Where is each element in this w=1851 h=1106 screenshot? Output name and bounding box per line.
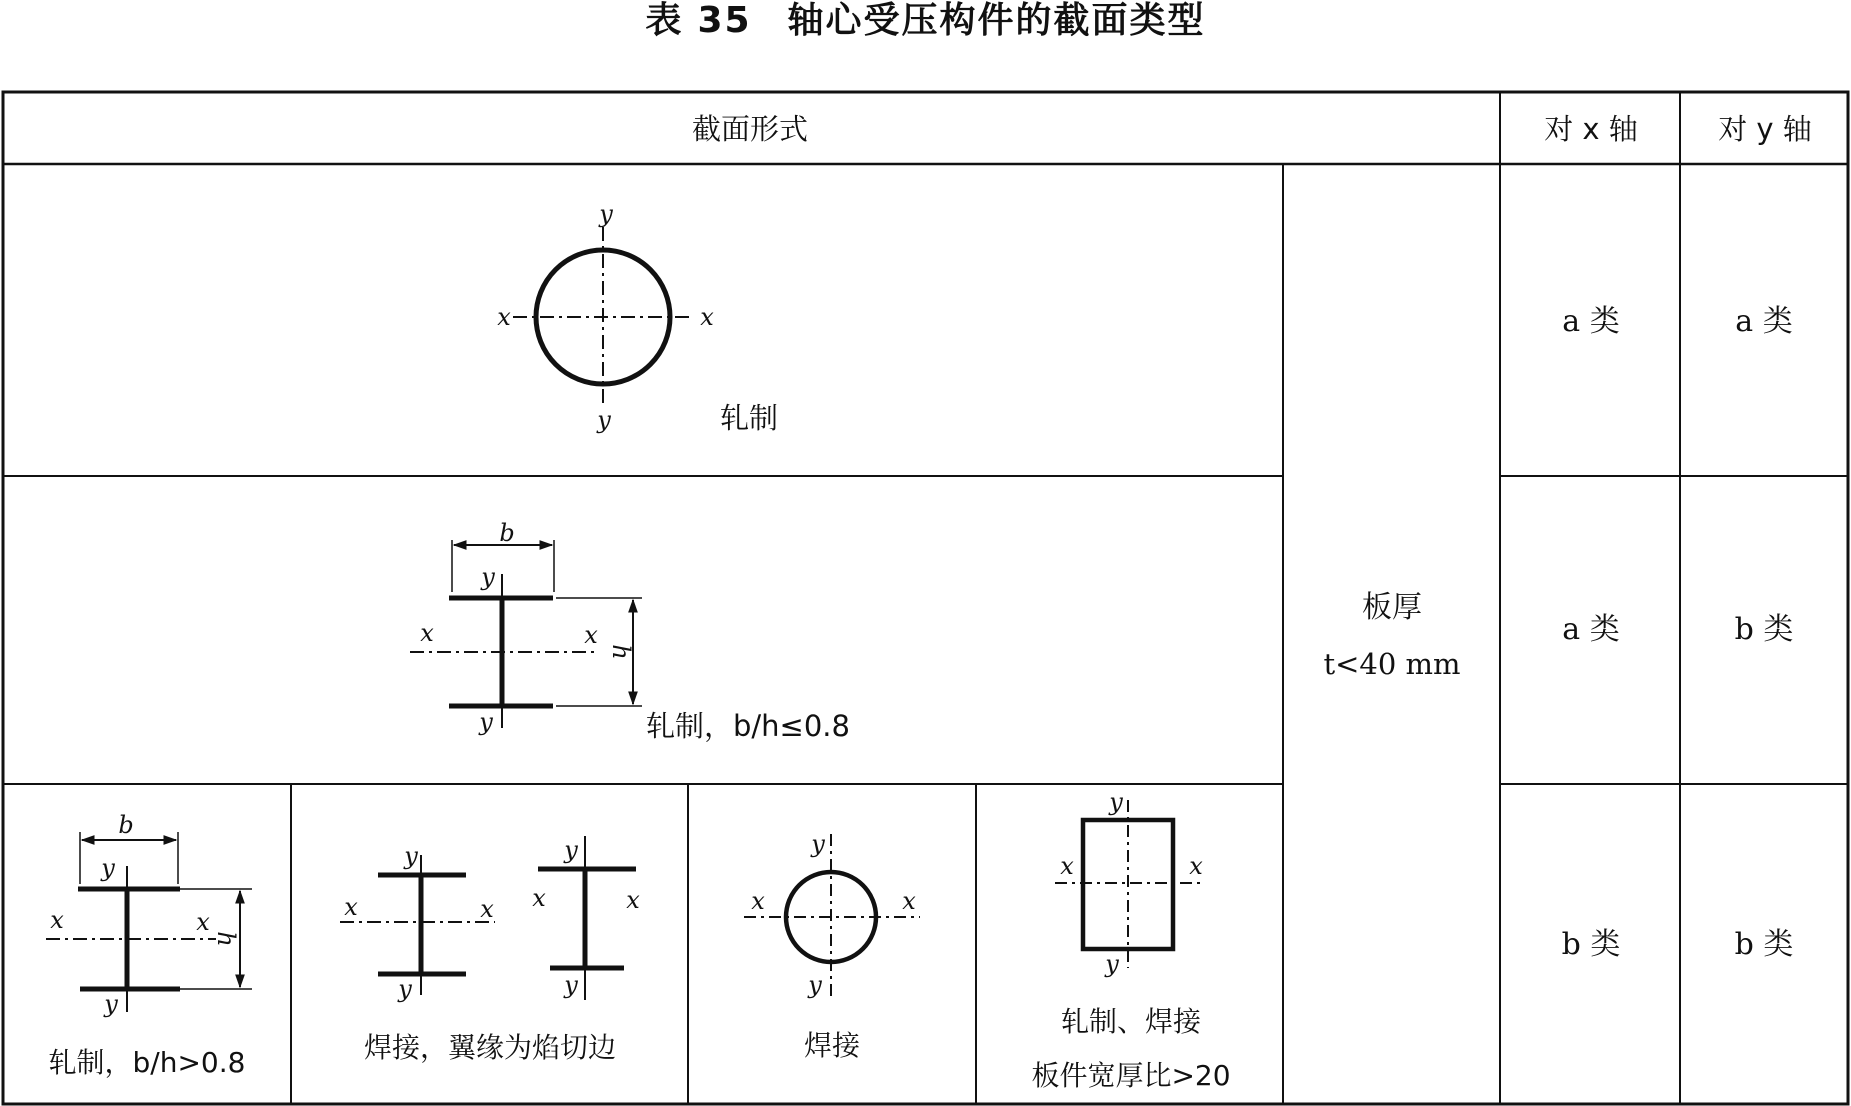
i-section-welded-flame-cut <box>340 836 640 1003</box>
row2-x-class: a 类 <box>1562 612 1620 647</box>
row2-caption: 轧制，b/h≤0.8 <box>646 709 850 743</box>
axis-label-y-bottom: y <box>398 975 412 1003</box>
axis-label-x-left: x <box>1060 852 1074 880</box>
row3-y-class: b 类 <box>1734 927 1794 962</box>
axis-label-x-left: x <box>420 619 434 647</box>
axis-label-y-bottom: y <box>564 971 578 999</box>
axis-label-x-left: x <box>497 303 511 331</box>
axis-label-x-right: x <box>626 886 640 914</box>
row3-caption-4-line1: 轧制、焊接 <box>1060 1005 1202 1038</box>
box-section <box>1055 788 1203 978</box>
row3-caption-3: 焊接 <box>803 1029 861 1062</box>
axis-label-y-bottom: y <box>479 708 493 736</box>
axis-label-x-left: x <box>751 887 765 915</box>
header-y-axis: 对 y 轴 <box>1718 112 1812 146</box>
dim-label-h: h <box>212 931 240 947</box>
row3-caption-2: 焊接，翼缘为焰切边 <box>363 1031 617 1064</box>
axis-label-y-bottom: y <box>597 406 611 434</box>
axis-label-y-top: y <box>564 836 578 864</box>
dim-label-b: b <box>499 519 515 547</box>
plate-thickness-condition: t<40 mm <box>1323 647 1461 681</box>
dim-label-b: b <box>118 811 134 839</box>
axis-label-x-right: x <box>902 887 916 915</box>
header-x-axis: 对 x 轴 <box>1544 112 1638 146</box>
axis-label-x-right: x <box>584 621 598 649</box>
row3-x-class: b 类 <box>1561 927 1621 962</box>
row3-caption-1: 轧制，b/h>0.8 <box>48 1046 246 1079</box>
axis-label-x-right: x <box>196 908 210 936</box>
table-title-prefix: 表 <box>645 0 684 41</box>
row2-y-class: b 类 <box>1734 612 1794 647</box>
row3-caption-4-line2: 板件宽厚比>20 <box>1031 1059 1231 1092</box>
axis-label-y-top: y <box>1109 788 1123 816</box>
i-section-rolled-wide <box>46 811 252 1018</box>
plate-thickness-label: 板厚 <box>1362 590 1422 625</box>
axis-label-y-bottom: y <box>104 990 118 1018</box>
axis-label-x-left: x <box>532 884 546 912</box>
header-section-form: 截面形式 <box>691 112 809 146</box>
axis-label-x-right: x <box>1189 852 1203 880</box>
row1-x-class: a 类 <box>1562 304 1620 339</box>
table-number: 35 <box>697 0 752 41</box>
row1-caption: 轧制 <box>720 401 779 435</box>
axis-label-x-right: x <box>700 303 714 331</box>
i-section-rolled-narrow <box>410 519 642 736</box>
axis-label-x-left: x <box>344 893 358 921</box>
axis-label-y-bottom: y <box>808 971 822 999</box>
axis-label-y-top: y <box>404 842 418 870</box>
axis-label-y-top: y <box>481 563 495 591</box>
dim-label-h: h <box>607 644 635 660</box>
circular-tube-welded-section <box>744 830 920 1000</box>
axis-label-y-bottom: y <box>1105 950 1119 978</box>
circular-tube-rolled-section <box>497 200 714 434</box>
axis-label-x-right: x <box>480 895 494 923</box>
axis-label-y-top: y <box>101 854 115 882</box>
axis-label-y-top: y <box>811 830 825 858</box>
row1-y-class: a 类 <box>1735 304 1793 339</box>
axis-label-x-left: x <box>50 906 64 934</box>
axis-label-y-top: y <box>599 200 613 228</box>
table-title-text: 轴心受压构件的截面类型 <box>787 0 1206 41</box>
